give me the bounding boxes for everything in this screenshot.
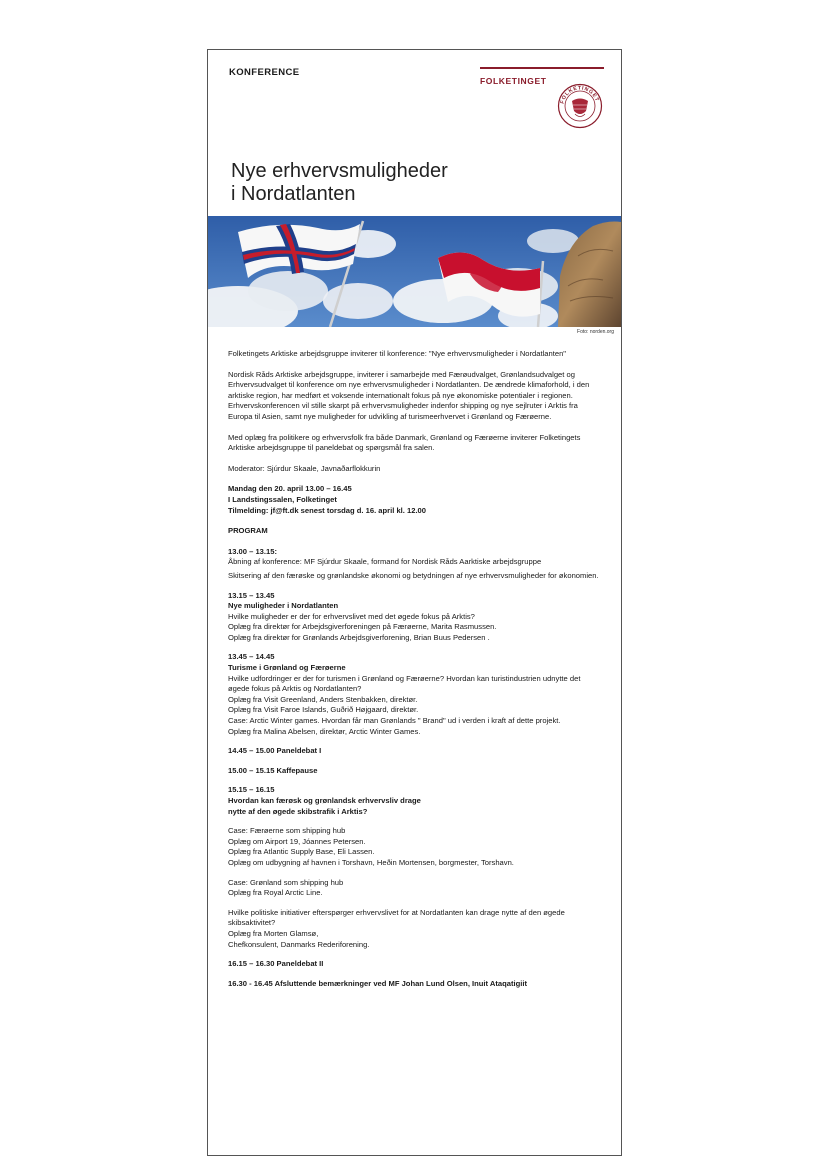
- program-text: Hvilke muligheder er der for erhvervslivet med det øgede fokus på Arktis?: [228, 611, 475, 621]
- title-line-1: Nye erhvervsmuligheder: [231, 160, 448, 182]
- invitation-paragraph: Med oplæg fra politikere og erhvervsfolk fra både Danmark, Grønland og Færøerne inviterer Folketingets Arktiske arbejdsgruppe til paneldebat og spørgsmål fra salen.: [228, 432, 581, 453]
- program-item: [228, 591, 603, 644]
- program-text: Oplæg fra direktør for Arbejdsgiverforeningen på Færøerne, Marita Rasmussen.: [228, 622, 497, 632]
- event-details: [228, 484, 603, 516]
- page-title: [231, 160, 571, 206]
- program-title: Turisme i Grønland og Færøerne: [228, 663, 346, 673]
- photo-credit: Foto: norden.org: [577, 329, 614, 335]
- title-line-2: i Nordatlanten: [231, 183, 356, 205]
- section-label: KONFERENCE: [229, 67, 300, 78]
- policy-block: [228, 908, 603, 950]
- program-panel-2: 16.15 – 16.30 Paneldebat II: [228, 959, 324, 969]
- program-text: Oplæg fra Royal Arctic Line.: [228, 888, 323, 898]
- program-text: Chefkonsulent, Danmarks Rederiforening.: [228, 939, 370, 949]
- case-title: Case: Færøerne som shipping hub: [228, 826, 346, 836]
- brand-name: FOLKETINGET: [480, 76, 547, 86]
- program-text: Skitsering af den færøske og grønlandske økonomi og betydningen af nye erhvervsmuligheder for økonomien.: [228, 570, 599, 580]
- case-title: Case: Grønland som shipping hub: [228, 877, 344, 887]
- seal-text: FOLKETINGET: [559, 85, 600, 105]
- program-text: Åbning af konference: MF Sjúrdur Skaale, formand for Nordisk Råds Aarktiske arbejdsgruppe: [228, 557, 542, 567]
- program-time: 13.00 – 13.15:: [228, 546, 277, 556]
- program-text: Oplæg fra Visit Greenland, Anders Stenbakken, direktør.: [228, 694, 418, 704]
- program-text: Case: Arctic Winter games. Hvordan får man Grønlands " Brand" ud i verden i kraft af dette projekt.: [228, 716, 561, 726]
- event-signup: Tilmelding: jf@ft.dk senest torsdag d. 16. april kl. 12.00: [228, 505, 427, 515]
- program-panel-1: 14.45 – 15.00 Paneldebat I: [228, 746, 322, 756]
- program-time: 15.15 – 16.15: [228, 785, 275, 795]
- brand-rule: [480, 67, 604, 69]
- moderator-line: Moderator: Sjúrdur Skaale, Javnaðarflokkurin: [228, 463, 381, 473]
- program-title: nytte af den øgede skibstrafik i Arktis?: [228, 806, 368, 816]
- event-location: I Landstingssalen, Folketinget: [228, 494, 337, 504]
- program-text: Oplæg fra Morten Glamsø,: [228, 928, 319, 938]
- case-faroe: [228, 826, 603, 868]
- case-greenland: [228, 878, 603, 899]
- program-text: Oplæg fra Visit Faroe Islands, Guðrið Højgaard, direktør.: [228, 705, 419, 715]
- program-text: Oplæg om Airport 19, Jóannes Petersen.: [228, 836, 366, 846]
- program-title: Hvordan kan færøsk og grønlandsk erhvervsliv drage: [228, 796, 421, 805]
- folketinget-seal-logo: [557, 83, 603, 129]
- program-item: [228, 652, 603, 737]
- program-coffee-break: 15.00 – 15.15 Kaffepause: [228, 765, 318, 775]
- invitation-page: [207, 49, 622, 1156]
- program-text: Hvilke udfordringer er der for turismen i Grønland og Færøerne? Hvordan kan turistindustrien udnytte det øgede fokus på Arktis og Nordatlanten?: [228, 673, 581, 694]
- event-date: Mandag den 20. april 13.00 – 16.45: [228, 484, 352, 494]
- program-heading: PROGRAM: [228, 526, 268, 536]
- hero-flags-photo: [208, 216, 621, 327]
- program-text: Oplæg fra Malina Abelsen, direktør, Arctic Winter Games.: [228, 726, 421, 736]
- program-title: Nye muligheder i Nordatlanten: [228, 601, 339, 611]
- program-item: [228, 547, 603, 582]
- program-text: Oplæg fra Atlantic Supply Base, Eli Lassen.: [228, 847, 375, 857]
- program-text: Hvilke politiske initiativer efterspørger erhvervslivet for at Nordatlanten kan drage nytte af den øgede skibsaktivitet?: [228, 907, 565, 928]
- program-time: 13.15 – 13.45: [228, 590, 275, 600]
- description-paragraph: Nordisk Råds Arktiske arbejdsgruppe, inviterer i samarbejde med Færøudvalget, Grønlandsudvalget og Erhvervsudvalget til konference om nye erhvervsmuligheder i Nordatlanten. De ændrede klimaforhold, i den arktiske region, har medført et voksende internationalt fokus på nye økonomiske potentialer i regionen. Erhvervskonferencen vil stille skarpt på erhvervsmuligheder indenfor shipping og nye sejlruter i Arktis fra Europa til Asien, samt nye muligheder for udvikling af turismeerhvervet i Grønland og Færøerne.: [228, 369, 590, 421]
- program-text: Oplæg om udbygning af havnen i Torshavn, Heðin Mortensen, borgmester, Torshavn.: [228, 857, 514, 867]
- program-closing: 16.30 - 16.45 Afsluttende bemærkninger ved MF Johan Lund Olsen, Inuit Ataqatigiit: [228, 978, 528, 988]
- program-time: 13.45 – 14.45: [228, 652, 275, 662]
- program-item: [228, 785, 603, 817]
- body-content: [228, 349, 603, 998]
- intro-paragraph: Folketingets Arktiske arbejdsgruppe inviterer til konference: "Nye erhvervsmuligheder i Nordatlanten": [228, 349, 566, 358]
- program-text: Oplæg fra direktør for Grønlands Arbejdsgiverforening, Brian Buus Pedersen .: [228, 632, 490, 642]
